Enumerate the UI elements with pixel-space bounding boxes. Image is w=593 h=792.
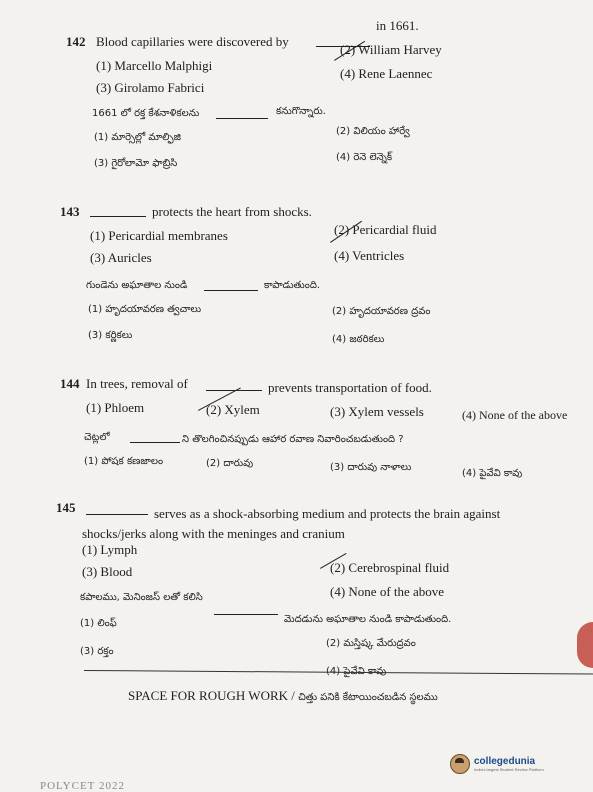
option: (1) Phloem bbox=[86, 400, 145, 415]
option-telugu: (1) పోషక కణజాలం bbox=[84, 456, 164, 467]
question-number: 145 bbox=[56, 500, 76, 515]
question-stem: serves as a shock-absorbing medium and protects the brain against bbox=[154, 506, 501, 521]
option: (1) Lymph bbox=[82, 542, 138, 557]
question-stem: In trees, removal of bbox=[86, 376, 188, 391]
option: (3) Auricles bbox=[90, 250, 152, 265]
option-telugu: (3) గైరోలామో ఫాబ్రిసి bbox=[94, 158, 178, 169]
option-telugu: (1) మార్సెల్లో మాల్ఫిజి bbox=[94, 132, 181, 143]
question-number: 142 bbox=[66, 34, 86, 49]
option: (2) Pericardial fluid bbox=[334, 222, 437, 237]
option: (4) None of the above bbox=[330, 584, 445, 599]
page-edge-mark bbox=[577, 622, 593, 668]
answer-blank bbox=[204, 290, 258, 291]
question-number: 144 bbox=[60, 376, 80, 391]
brand-tagline: India's largest Student Review Platform bbox=[474, 766, 544, 772]
option-telugu: (4) రెనె లెన్నెక్ bbox=[336, 152, 393, 163]
option: (4) Ventricles bbox=[334, 248, 405, 263]
question-stem-end: in 1661. bbox=[376, 18, 419, 33]
page-footer: POLYCET 2022 bbox=[40, 780, 125, 792]
answer-blank bbox=[214, 614, 278, 615]
option: (1) Marcello Malphigi bbox=[96, 58, 213, 73]
option: (2) Cerebrospinal fluid bbox=[330, 560, 450, 575]
question-stem-cont: shocks/jerks along with the meninges and cranium bbox=[82, 526, 345, 541]
question-number: 143 bbox=[60, 204, 80, 219]
question-stem-telugu: 1661 లో రక్త కేశనాళికలను bbox=[92, 108, 200, 119]
option: (3) Xylem vessels bbox=[330, 404, 424, 419]
answer-blank bbox=[90, 216, 146, 217]
answer-blank bbox=[86, 514, 148, 515]
option: (2) Xylem bbox=[206, 402, 260, 417]
brand-name: collegedunia bbox=[474, 755, 536, 767]
question-stem-telugu: కపాలము, మెనింజస్ లతో కలిసి bbox=[80, 592, 203, 603]
rough-work-english: SPACE FOR ROUGH WORK / bbox=[128, 688, 295, 703]
answer-blank bbox=[130, 442, 180, 443]
option: (4) None of the above bbox=[462, 408, 568, 422]
question-stem-telugu-end: మెదడును అఘాతాల నుండి కాపాడుతుంది. bbox=[284, 614, 452, 625]
option-telugu: (3) రక్తం bbox=[80, 646, 114, 657]
question-stem: Blood capillaries were discovered by bbox=[96, 34, 289, 49]
rough-work-label bbox=[128, 688, 438, 705]
option-telugu: (2) హృదయావరణ ద్రవం bbox=[332, 306, 431, 317]
question-stem-end: prevents transportation of food. bbox=[268, 380, 432, 395]
option: (3) Blood bbox=[82, 564, 133, 579]
option: (3) Girolamo Fabrici bbox=[96, 80, 205, 95]
option-telugu: (1) హృదయావరణ త్వచాలు bbox=[88, 304, 202, 315]
collegedunia-logo bbox=[450, 754, 544, 774]
option-telugu: (1) లింఫ్ bbox=[80, 618, 117, 629]
option-telugu: (4) పైవేవి కావు bbox=[462, 468, 523, 479]
option-telugu: (2) మస్తిష్క మేరుద్రవం bbox=[326, 638, 416, 649]
option-telugu: (3) దారువు నాళాలు bbox=[330, 462, 412, 473]
option-telugu: (2) విలియం హార్వే bbox=[336, 126, 410, 137]
option-telugu: (4) జఠరికలు bbox=[332, 334, 385, 345]
option: (2) William Harvey bbox=[340, 42, 442, 57]
question-stem-telugu: గుండెను అఘాతాల నుండి bbox=[86, 280, 188, 291]
question-stem: protects the heart from shocks. bbox=[152, 204, 312, 219]
question-stem-telugu-end: ని తొలగించినప్పుడు ఆహార రవాణ నివారించబడుతుంది ? bbox=[182, 434, 404, 445]
answer-blank bbox=[216, 118, 268, 119]
mascot-icon bbox=[450, 754, 470, 774]
option: (1) Pericardial membranes bbox=[90, 228, 228, 243]
option-telugu: (2) దారువు bbox=[206, 458, 254, 469]
question-stem-telugu-end: కనుగొన్నారు. bbox=[276, 106, 326, 117]
option-telugu: (3) కర్ణికలు bbox=[88, 330, 133, 341]
question-stem-telugu: చెట్లలో bbox=[84, 432, 110, 443]
question-stem-telugu-end: కాపాడుతుంది. bbox=[264, 280, 321, 291]
option: (4) Rene Laennec bbox=[340, 66, 433, 81]
rough-work-telugu: చిత్తు పనికి కేటాయించబడిన స్థలము bbox=[298, 692, 438, 703]
option-telugu: (4) పైవేవి కావు bbox=[326, 666, 387, 677]
